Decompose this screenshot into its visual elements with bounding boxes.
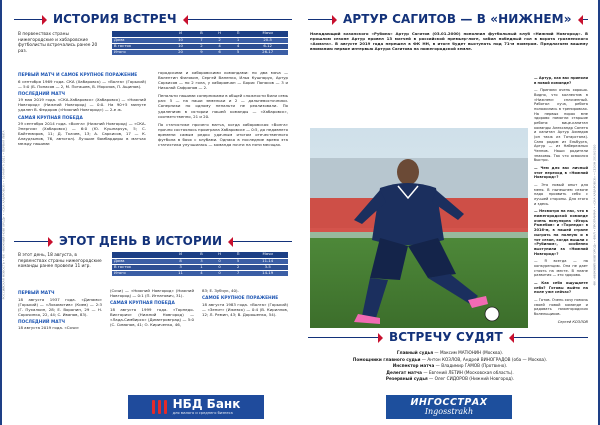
article-signature: Сергей КОЗЛОВ <box>557 319 588 324</box>
interview-question: — Несмотря на нас, что в нижегородской команде очень популярна «Игорь Ражебов» и «Торпедо» в 2016-м, в нашей стране сыграть на полную и в тот сезон, когда вышли с «Рубином», особенно выступили за «Нижний Новгород»? <box>534 209 588 256</box>
table-header: П <box>229 31 248 37</box>
table-cell: 6 <box>210 49 229 55</box>
referee-row: Инспектор матча — Владимир ГАМОВ (Протвино). <box>392 363 508 368</box>
this-day-title: ЭТОТ ДЕНЬ В ИСТОРИИ <box>59 233 223 248</box>
right-page <box>300 0 600 425</box>
table-header: Мячи <box>247 252 288 258</box>
table-cell: 0 <box>210 270 229 276</box>
article-banner <box>308 12 588 27</box>
table-cell: 2 <box>229 264 248 270</box>
section-heading: САМАЯ КРУПНАЯ ПОБЕДА <box>18 115 83 121</box>
interview-answer: — Это новый опыт для меня. В нынешнем сезоне надо проявить себя с лучшей стороны. Для этого и здесь. <box>534 183 588 206</box>
section-text: 18 августа 2019 года. «Сочи» <box>18 325 80 331</box>
banner-triangle <box>332 15 337 25</box>
table-cell: Дома <box>112 258 169 264</box>
history-title: ИСТОРИЯ ВСТРЕЧ <box>53 11 177 26</box>
table-cell: 1 <box>192 264 210 270</box>
table-header: И <box>169 252 193 258</box>
table-cell: 2 <box>210 37 229 43</box>
right-edge-text: ФК «НИЖНИЙ НОВГОРОД» • ФНЛ • ПРОГРАММА • «СКА-ХАБАРОВСК» • СЕЗОН 2019/2020 <box>592 144 597 286</box>
section-text: 29 сентября 2014 года. «Волга» (Нижний Новгород) — «СКА-Энергия» (Хабаровск) — 6:0 (Ю. Кушнарчук, 5; С. Байтемиров, 11; Д. Ткачев, 13; А. Саркисов, 17 — К. Алаудзынов, 76, автогол). Лучшие бомбардиры в матчах между нашими <box>18 121 146 147</box>
table-cell: 3 <box>192 258 210 264</box>
section-text: 83; Е. Зубчук, 40). <box>202 288 239 293</box>
history-lede: В первенствах страны нижегородские и хабаровские футболисты встречались ранее 20 раз. <box>18 32 98 54</box>
ingosstrakh-ad[interactable] <box>386 395 512 419</box>
referees-banner <box>308 330 588 345</box>
paragraph: Пенальти нашими соперниками в общей сложности били семь раз: 5 — на наши земельки и 2 — дальневосточники. Соперники по одному пенальти не реализовали. По удалениям в истории нашей команды — «Хабаровск», соответственно, 21 и 20. <box>158 93 288 119</box>
table-cell: 7 <box>229 270 248 276</box>
interview-answer: — Я всегда — на конкуренцию. Она не дает стоять на месте. В плане развития — это здорово. <box>534 259 588 278</box>
table-cell: 14-19 <box>247 270 288 276</box>
interview-answer: — Приняли очень хорошо. Видно, что коллектив в «Нижнем» сплоченный. Работал куча, ребята положились в тренировках. На первых порах мне здорово помогли старшие ребята: вице-капитан команды Александр Сапета и капитан Артур Ахмедов (он такж из Татарстана). Саня родом из Ельбурга, Артур — из Набережных Челнов. Наши родители знакомы. Так что освоился быстро. <box>534 88 588 163</box>
section-text: 19 мая 2019 года. «СКА-Хабаровск» (Хабаровск) — «Нижний Новгород» (Нижний Новгород) — 0:0. На 90+5 минуте удален В. Федоров («Нижний Новгород») — 2-е ж. <box>18 97 146 113</box>
table-row <box>112 270 288 276</box>
section-heading: ПЕРВЫЙ МАТЧ И САМОЕ КРУПНОЕ ПОРАЖЕНИЕ <box>18 73 138 78</box>
section-text: (Сочи) — «Нижний Новгород» (Нижний Новгород) — 0:1 (П. Игнатович, 31). <box>110 288 194 299</box>
history-column-2 <box>158 70 288 150</box>
nbd-tagline: для малого и среднего бизнеса <box>172 411 233 416</box>
this-day-table <box>112 252 288 276</box>
banner-line <box>514 337 588 339</box>
article-title: АРТУР САГИТОВ — В «НИЖНЕМ» <box>343 11 572 26</box>
history-banner <box>14 12 292 27</box>
referee-row: Делегат матча — Евгений ЛЕТИН (Московская область). <box>386 369 514 375</box>
nbd-logo-icon <box>152 399 168 415</box>
table-header: Н <box>210 31 229 37</box>
table-cell: 4 <box>229 43 248 49</box>
nbd-bank-ad[interactable] <box>128 395 264 419</box>
table-cell: 4 <box>210 43 229 49</box>
table-cell: 3-5 <box>247 264 288 270</box>
referee-row: Резервный судья — Олег СИДОРОВ (Нижний Новгород). <box>385 376 515 381</box>
table-cell: 3 <box>169 264 193 270</box>
table-cell: Итого <box>112 49 169 55</box>
nbd-brand: НБД Банк <box>172 397 241 412</box>
referee-row: Главный судья — Максим МАТЮНИН (Москва). <box>396 350 504 355</box>
banner-line <box>583 19 588 21</box>
paragraph: По статистике прочего матча, когда хабаровская «Волга» прочно состоялось проиграла Хабаровске — 0:5, до недавнего времени самым редко удачным итогом отечественного футбола в боях с клубами. Однако в последние время эта статистика улучшилась — команда почти на пяти месяцах. <box>158 121 288 148</box>
paragraph: городскими и хабаровскими командами: по два мяча — Валентин Филякин, Сергей Ваненко, Илья Кушнарук, Артур Саркисов — по 2 гола, у хабаровчан — Борис Попасов — 3 и Николай Сафронов — 2. <box>158 70 288 91</box>
table-cell: 20 <box>169 49 193 55</box>
table-cell: 4 <box>192 270 210 276</box>
this-day-column-2 <box>110 288 194 330</box>
this-day-column-1 <box>18 288 102 334</box>
table-cell: 11-14 <box>247 258 288 264</box>
table-cell: 0 <box>210 264 229 270</box>
table-header: Мячи <box>247 31 288 37</box>
table-header: В <box>192 31 210 37</box>
table-cell: 26-17 <box>247 49 288 55</box>
banner-line <box>308 337 378 339</box>
banner-line <box>14 241 48 243</box>
section-text: 18 августа 1999 года. «Торпедо-Виктория» (Нижний Новгород) — «Лада-Симбирск» (Димитровград) — 5:0 (С. Симонов, 41; О. Кириченко, 46, <box>110 306 194 327</box>
table-cell: 5 <box>229 258 248 264</box>
table-header: И <box>169 31 193 37</box>
banner-line <box>308 19 332 21</box>
table-cell: 9 <box>192 49 210 55</box>
table-cell: 10 <box>169 37 193 43</box>
table-cell: 11 <box>169 270 193 276</box>
interview-question: — Чем для вас личный этот переход в «Нижний Новгород»? <box>534 166 588 180</box>
interview-answer: — Готов. Очень хочу помочь своей новой команде и радовать нижегородских болельщиков. <box>534 297 589 316</box>
history-table <box>112 31 288 55</box>
section-heading: САМАЯ КРУПНАЯ ПОБЕДА <box>110 301 175 307</box>
player-photo <box>310 128 528 328</box>
banner-line <box>188 19 292 21</box>
table-cell: 2 <box>192 43 210 49</box>
banner-line <box>14 19 42 21</box>
table-header: В <box>192 252 210 258</box>
section-heading: ПОСЛЕДНИЙ МАТЧ <box>18 91 66 97</box>
table-cell: 0 <box>210 258 229 264</box>
table-cell: Итого <box>112 270 169 276</box>
banner-triangle <box>48 237 53 247</box>
table-cell: 10 <box>169 43 193 49</box>
history-column-1 <box>18 70 146 150</box>
table-cell: 6-12 <box>247 43 288 49</box>
table-cell: 7 <box>192 37 210 43</box>
banner-triangle <box>378 333 383 343</box>
this-day-banner <box>14 234 292 249</box>
interview-question: — Как себя ощущаете себя? Готовы выйти на поле уже сейчас? <box>534 280 588 295</box>
this-day-lede: В этот день, 18 августа, в первенствах страны нижегородские команды ранее провели 11 игр. <box>18 253 102 270</box>
table-cell: Дома <box>112 37 169 43</box>
table-cell: 20-5 <box>247 37 288 43</box>
section-text: 6 сентября 1969 года. СКА (Хабаровск) — «Волга» (Горький) — 5:0 (Б. Попасов — 2, М. Поташев, В. Морозов, П. Ащинов). <box>18 78 146 89</box>
banner-line <box>233 241 292 243</box>
section-heading: ПОСЛЕДНИЙ МАТЧ <box>18 319 66 325</box>
interview-column <box>534 76 588 327</box>
section-heading: САМОЕ КРУПНОЕ ПОРАЖЕНИЕ <box>202 296 279 302</box>
section-text: 18 августа 1937 года. «Динамо» (Горький) — «Локомотив» (Киев) — 2:3 (Г. Пухалкин, 28; Е. Воронин, 29 — Н. Сорочинко, 22, 44; С. Иванов, 83). <box>18 296 102 317</box>
table-cell: В гостях <box>112 264 169 270</box>
table-header: П <box>229 252 248 258</box>
section-text: 18 августа 1983 года. «Волга» (Горький) — «Зенит» (Ижевск) — 0:4 (В. Кириллов, 12; Л. Ремин, 43; В. Дорошенко, 54). <box>202 301 288 317</box>
table-cell: 5 <box>229 49 248 55</box>
table-cell: В гостях <box>112 43 169 49</box>
table-cell: 8 <box>169 258 193 264</box>
left-edge-text: РОССИЙСКАЯ НОВОСТЬ • ФК «НИЖНИЙ НОВГОРОД» • «СКА-ХАБАРОВСК» • 10 МАРТА 2021 • ПЕРВАЯ ЛИГА <box>1 130 6 300</box>
referee-row: Помощники главного судьи — Антон КОЗЛОВ, Андрей ВИНОГРАДОВ (оба — Москва). <box>352 356 548 362</box>
interview-question: — Артур, как вас приняли в новой команде? <box>534 76 588 85</box>
ingosstrakh-brand: ИНГОССТРАХ <box>410 396 488 408</box>
table-header: Н <box>210 252 229 258</box>
banner-triangle <box>42 15 47 25</box>
article-lede: Нападающий казанского «Рубина» Артур Сагитов (03.01.2000) пополнил футбольный клуб «Нижний Новгород». В прошлом сезоне Артур провел 13 матчей в российской премьер-лиге, забил победный гол в ворота грозненского «Ахмата». В августе 2019 года перешел в ФК НН, в итоге будет выступать под 71-м номером. Предлагаем вашему вниманию первое интервью Артура Сагитова на нижегородской земле. <box>310 31 588 52</box>
this-day-column-3 <box>202 288 288 320</box>
referees-title: ВСТРЕЧУ СУДЯТ <box>389 329 503 344</box>
referees-list <box>314 350 586 383</box>
ingosstrakh-brand-latin: Ingosstrakh <box>424 407 474 417</box>
section-heading: ПЕРВЫЙ МАТЧ <box>18 291 55 296</box>
table-row <box>112 49 288 55</box>
table-cell: 1 <box>229 37 248 43</box>
